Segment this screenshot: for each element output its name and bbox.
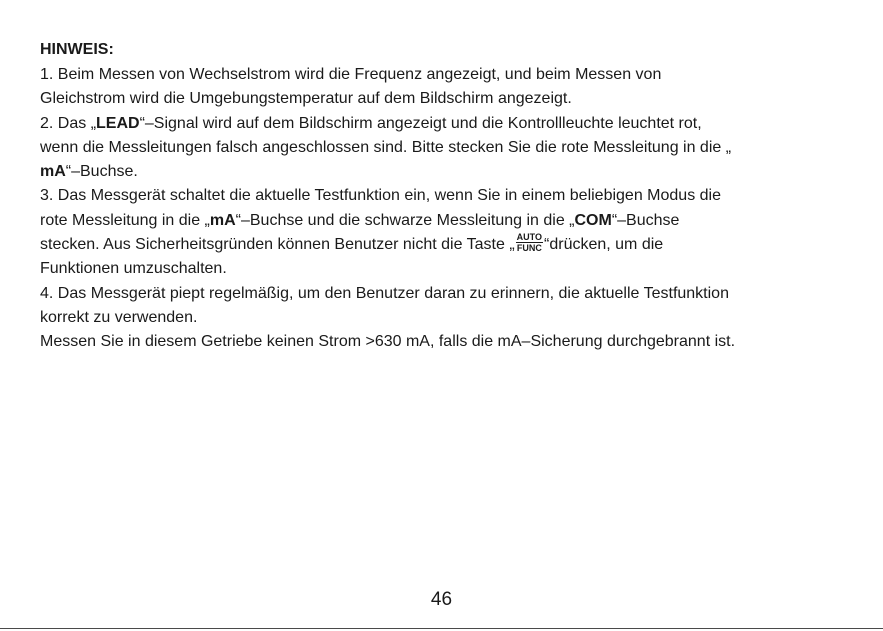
note-2-text-a: 2. Das „ <box>40 114 97 132</box>
note-2-text-c: “–Buchse. <box>65 163 138 181</box>
note-3-text-e: “drücken, um die <box>544 236 664 254</box>
note-2-text-b: “–Signal wird auf dem Bildschirm angezeigt und die Kontrollleuchte leuchtet rot, <box>139 114 702 132</box>
note-3-text-b: “–Buchse und die schwarze Messleitung in die „ <box>235 211 575 229</box>
note-3-line-3 <box>40 233 850 257</box>
page-content <box>40 38 850 355</box>
page-number: 46 <box>430 589 453 610</box>
fuse-warning: Messen Sie in diesem Getriebe keinen Strom >630 mA, falls die mA–Sicherung durchgebrannt ist. <box>40 333 736 351</box>
ma-jack-label-2: mA <box>209 211 236 229</box>
note-2-line-2: wenn die Messleitungen falsch angeschlossen sind. Bitte stecken Sie die rote Messleitung in die „ <box>40 138 732 156</box>
note-4-line-2: korrekt zu verwenden. <box>40 308 198 326</box>
note-3-line-2 <box>40 209 850 233</box>
bottom-divider <box>0 628 883 629</box>
lead-label: LEAD <box>96 114 140 132</box>
note-3-text-d: stecken. Aus Sicherheitsgründen können Benutzer nicht die Taste „ <box>40 236 515 254</box>
auto-func-key-top: AUTO <box>516 232 543 243</box>
note-2-line-3 <box>40 160 850 184</box>
note-3-text-c: “–Buchse <box>611 211 680 229</box>
ma-jack-label: mA <box>40 163 66 181</box>
note-2-line-1 <box>40 112 850 136</box>
note-3-text-a: rote Messleitung in die „ <box>40 211 210 229</box>
note-4-line-1: 4. Das Messgerät piept regelmäßig, um den Benutzer daran zu erinnern, die aktuelle Testfunktion <box>40 284 729 302</box>
note-3-line-1: 3. Das Messgerät schaltet die aktuelle Testfunktion ein, wenn Sie in einem beliebigen Modus die <box>40 187 721 205</box>
auto-func-key-icon <box>516 232 543 253</box>
note-1-line-2: Gleichstrom wird die Umgebungstemperatur auf dem Bildschirm angezeigt. <box>40 90 572 108</box>
note-heading: HINWEIS: <box>40 41 114 58</box>
note-1-line-1: 1. Beim Messen von Wechselstrom wird die Frequenz angezeigt, und beim Messen von <box>40 66 662 83</box>
com-jack-label: COM <box>574 211 612 229</box>
auto-func-key-bottom: FUNC <box>516 243 542 254</box>
note-3-line-4: Funktionen umzuschalten. <box>40 260 227 278</box>
